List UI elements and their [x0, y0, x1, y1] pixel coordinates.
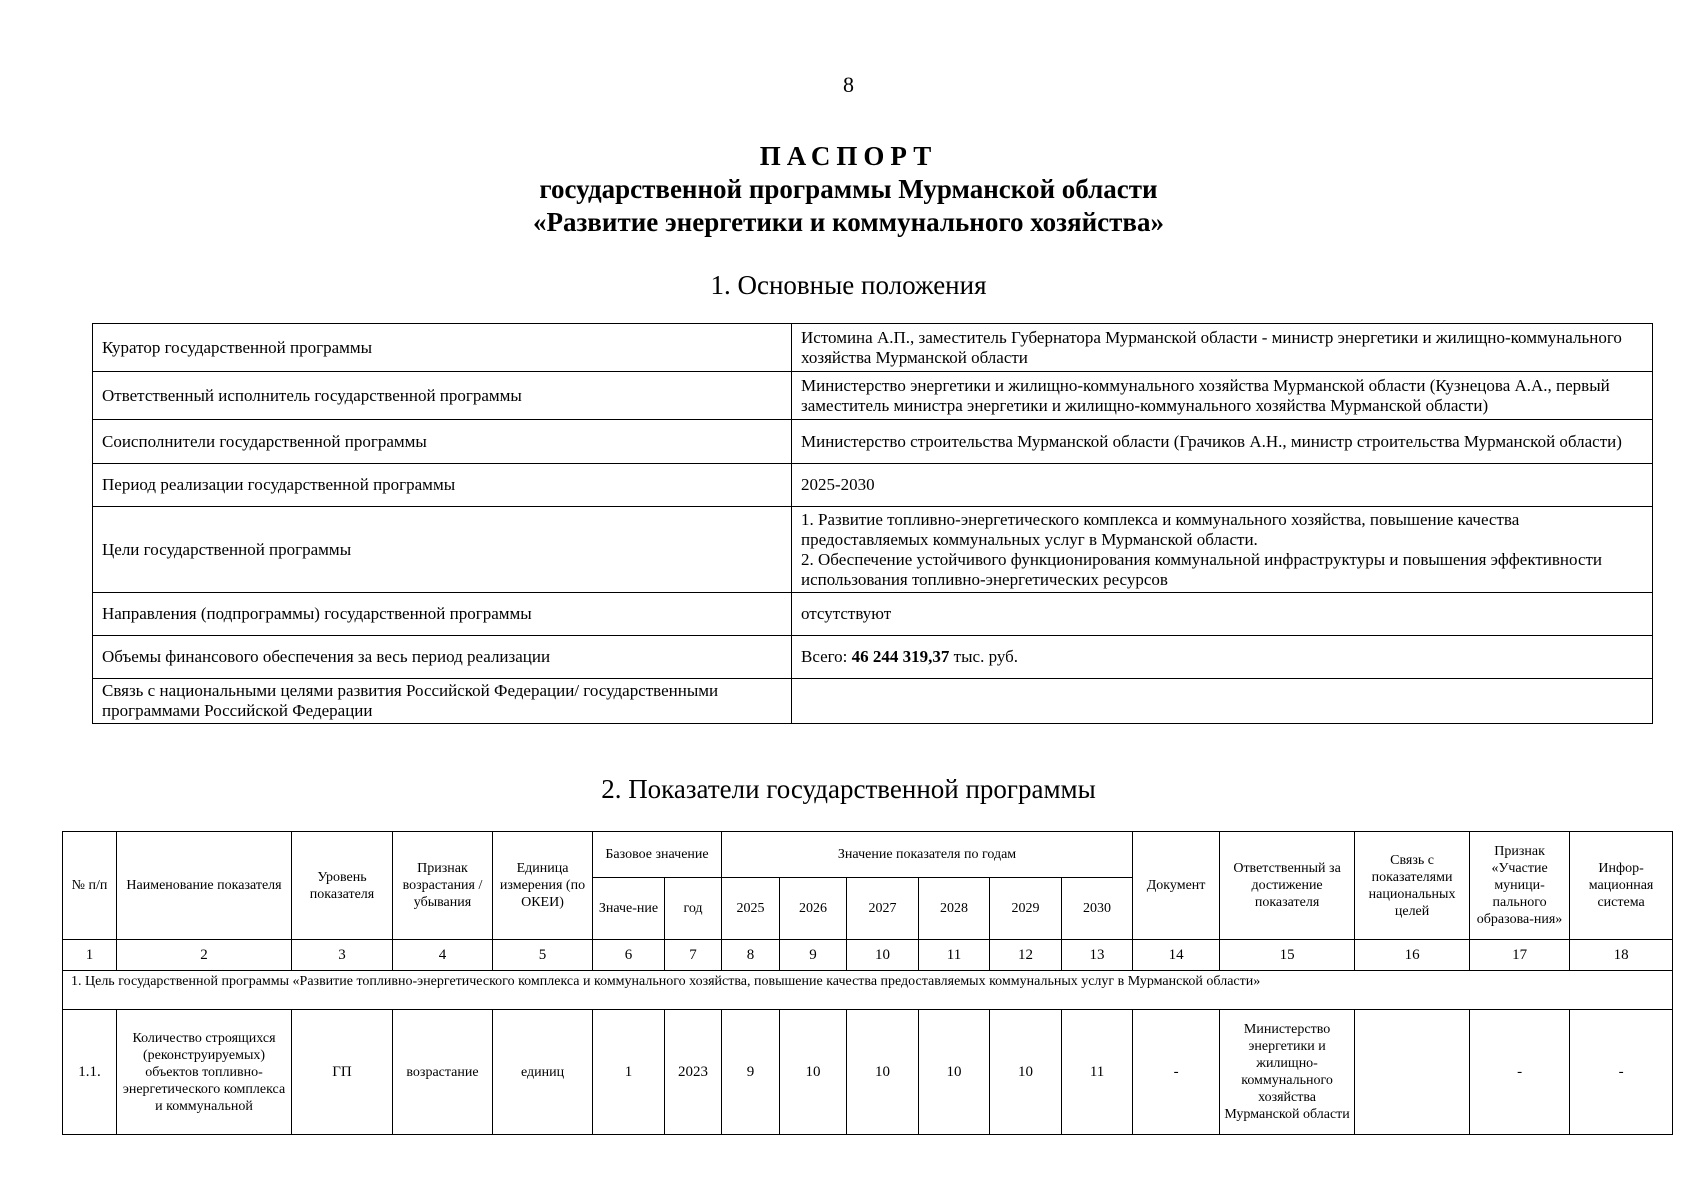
header-link: Связь с показателями национальных целей: [1355, 832, 1470, 940]
indicators-table: [62, 831, 1673, 1135]
column-number: 4: [393, 940, 493, 971]
header-document: Документ: [1133, 832, 1220, 940]
passport-label: Связь с национальными целями развития Российской Федерации/ государственными программами Российской Федерации: [93, 679, 792, 724]
header-year: 2026: [780, 878, 847, 940]
passport-row-executor: [93, 372, 1653, 420]
column-number: 18: [1570, 940, 1673, 971]
passport-value: Министерство строительства Мурманской области (Грачиков А.Н., министр строительства Мурманской области): [792, 420, 1653, 464]
header-unit: Единица измерения (по ОКЕИ): [493, 832, 593, 940]
column-number: 10: [847, 940, 919, 971]
row-document: -: [1133, 1010, 1220, 1135]
row-responsible: Министерство энергетики и жилищно-коммунального хозяйства Мурманской области: [1220, 1010, 1355, 1135]
row-link: [1355, 1010, 1470, 1135]
row-num: 1.1.: [63, 1010, 117, 1135]
passport-row-directions: [93, 593, 1653, 636]
column-number: 12: [990, 940, 1062, 971]
title-main: ПАСПОРТ: [759, 141, 938, 171]
header-base-year: год: [665, 878, 722, 940]
column-number: 1: [63, 940, 117, 971]
table-row: [63, 1010, 1673, 1135]
row-year-value: 10: [847, 1010, 919, 1135]
passport-label: Соисполнители государственной программы: [93, 420, 792, 464]
section1-heading: 1. Основные положения: [710, 270, 987, 300]
passport-row-coexecutors: [93, 420, 1653, 464]
passport-label: Куратор государственной программы: [93, 324, 792, 372]
row-year-value: 9: [722, 1010, 780, 1135]
header-year: 2025: [722, 878, 780, 940]
passport-label: Направления (подпрограммы) государственной программы: [93, 593, 792, 636]
column-number: 11: [919, 940, 990, 971]
section2-heading: 2. Показатели государственной программы: [601, 774, 1096, 804]
passport-label: Период реализации государственной программы: [93, 464, 792, 507]
column-number: 3: [292, 940, 393, 971]
column-number: 9: [780, 940, 847, 971]
header-base-value: Значе-ние: [593, 878, 665, 940]
passport-value: отсутствуют: [792, 593, 1653, 636]
goal-line-2: 2. Обеспечение устойчивого функционирования коммунальной инфраструктуры и повышения эффективности использования топливно-энергетических ресурсов: [801, 549, 1603, 589]
passport-value: [792, 507, 1653, 593]
row-base-value: 1: [593, 1010, 665, 1135]
passport-label: Объемы финансового обеспечения за весь период реализации: [93, 636, 792, 679]
passport-value: [792, 636, 1653, 679]
header-base: Базовое значение: [593, 832, 722, 878]
title-line-3: «Развитие энергетики и коммунального хозяйства»: [532, 207, 1165, 237]
header-responsible: Ответственный за достижение показателя: [1220, 832, 1355, 940]
header-year: 2027: [847, 878, 919, 940]
document-title: [0, 140, 1697, 239]
passport-value: Министерство энергетики и жилищно-коммунального хозяйства Мурманской области (Кузнецова А.А., первый заместитель министра энергетики и жилищно-коммунального хозяйства Мурманской области): [792, 372, 1653, 420]
row-base-year: 2023: [665, 1010, 722, 1135]
column-number-row: [63, 940, 1673, 971]
passport-row-national-goals: [93, 679, 1653, 724]
header-year: 2029: [990, 878, 1062, 940]
row-info-system: -: [1570, 1010, 1673, 1135]
row-level: ГП: [292, 1010, 393, 1135]
column-number: 16: [1355, 940, 1470, 971]
row-unit: единиц: [493, 1010, 593, 1135]
row-year-value: 10: [919, 1010, 990, 1135]
passport-row-period: [93, 464, 1653, 507]
header-level: Уровень показателя: [292, 832, 393, 940]
header-municipal: Признак «Участие муници-пального образова-ния»: [1470, 832, 1570, 940]
column-number: 17: [1470, 940, 1570, 971]
passport-label: Ответственный исполнитель государственной программы: [93, 372, 792, 420]
title-line-2: государственной программы Мурманской области: [539, 174, 1158, 204]
passport-row-funding: [93, 636, 1653, 679]
header-row-1: [63, 832, 1673, 878]
column-number: 8: [722, 940, 780, 971]
row-year-value: 11: [1062, 1010, 1133, 1135]
column-number: 2: [117, 940, 292, 971]
column-number: 13: [1062, 940, 1133, 971]
page-number: 8: [843, 72, 854, 97]
header-num: № п/п: [63, 832, 117, 940]
goal-line-1: 1. Развитие топливно-энергетического комплекса и коммунального хозяйства, повышение качества предоставляемых коммунальных услуг в Мурманской области.: [801, 509, 1520, 549]
row-name: Количество строящихся (реконструируемых) объектов топливно-энергетического комплекса и коммунальной: [117, 1010, 292, 1135]
row-year-value: 10: [990, 1010, 1062, 1135]
header-year: 2030: [1062, 878, 1133, 940]
passport-value: Истомина А.П., заместитель Губернатора Мурманской области - министр энергетики и жилищно-коммунального хозяйства Мурманской области: [792, 324, 1653, 372]
funding-suffix: тыс. руб.: [953, 647, 1019, 666]
header-year: 2028: [919, 878, 990, 940]
funding-prefix: Всего:: [801, 647, 848, 666]
passport-row-goals: [93, 507, 1653, 593]
row-sign: возрастание: [393, 1010, 493, 1135]
row-year-value: 10: [780, 1010, 847, 1135]
header-years-group: Значение показателя по годам: [722, 832, 1133, 878]
column-number: 5: [493, 940, 593, 971]
passport-value: 2025-2030: [792, 464, 1653, 507]
passport-label: Цели государственной программы: [93, 507, 792, 593]
header-name: Наименование показателя: [117, 832, 292, 940]
row-municipal: -: [1470, 1010, 1570, 1135]
passport-value: [792, 679, 1653, 724]
header-sign: Признак возрастания / убывания: [393, 832, 493, 940]
column-number: 7: [665, 940, 722, 971]
column-number: 15: [1220, 940, 1355, 971]
column-number: 6: [593, 940, 665, 971]
passport-row-curator: [93, 324, 1653, 372]
goal-text: 1. Цель государственной программы «Развитие топливно-энергетического комплекса и коммунального хозяйства, повышение качества предоставляемых коммунальных услуг в Мурманской области»: [63, 971, 1673, 1010]
header-info-system: Инфор-мационная система: [1570, 832, 1673, 940]
funding-amount: 46 244 319,37: [851, 647, 950, 666]
column-number: 14: [1133, 940, 1220, 971]
goal-row: [63, 971, 1673, 1010]
passport-table: [92, 323, 1653, 724]
